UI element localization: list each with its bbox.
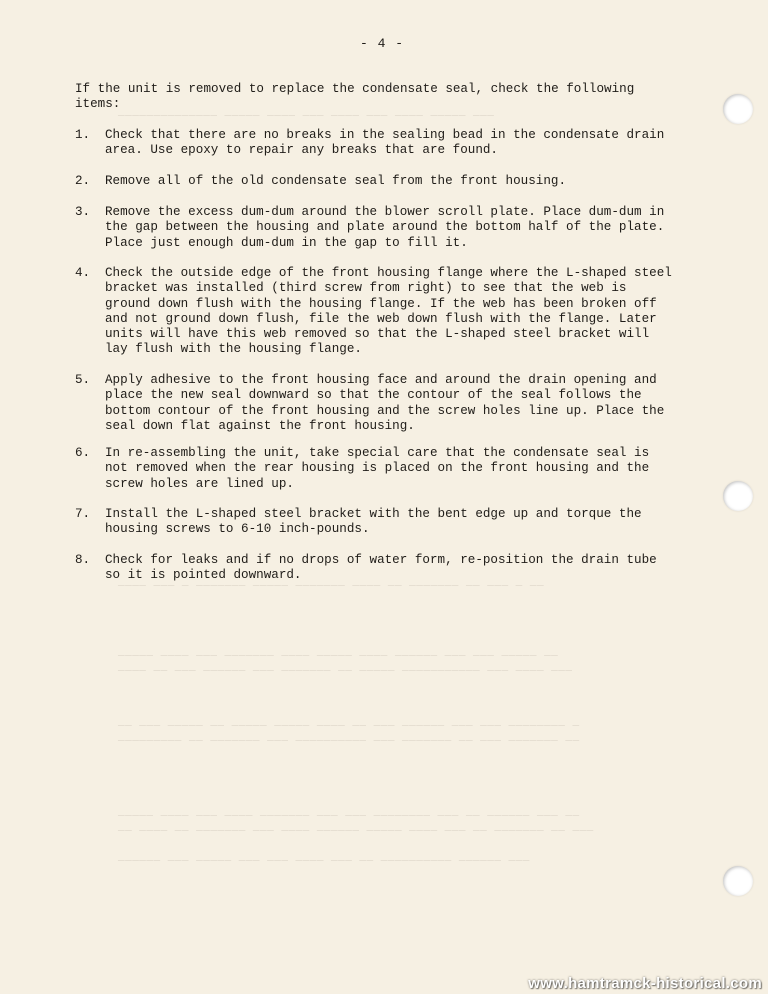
- item-number: 1.: [75, 128, 91, 142]
- item-text: Install the L-shaped steel bracket with the bent edge up and torque the housing screws to 6-10 inch-pounds.: [105, 507, 642, 537]
- item-text: Remove the excess dum-dum around the blower scroll plate. Place dum-dum in the gap between the housing and plate around the bottom half of the plate. Place just enough dum-dum in the gap to fill it.: [105, 205, 665, 250]
- binder-hole: [723, 866, 753, 896]
- item-number: 8.: [75, 553, 91, 567]
- list-item: [75, 266, 675, 358]
- item-number: 4.: [75, 266, 91, 280]
- binder-hole: [723, 94, 753, 124]
- bleed-through-text: ───── ──── ─── ──── ─────── ─── ─── ──────── ─── ── ────── ─── ──: [118, 811, 580, 823]
- item-number: 7.: [75, 507, 91, 521]
- item-text: Check for leaks and if no drops of water form, re-position the drain tube so it is pointed downward.: [105, 553, 657, 583]
- list-item: [75, 174, 675, 189]
- bleed-through-text: ───── ──── ─── ─────── ──── ───── ──── ────── ─── ─── ───── ──: [118, 651, 559, 663]
- watermark: www.hamtramck-historical.com: [528, 975, 762, 992]
- page-number: - 4 -: [360, 36, 405, 51]
- list-item: [75, 507, 675, 538]
- list-item: [75, 373, 675, 434]
- bleed-through-text: ────────────── ───── ──── ─── ──── ─── ──── ───── ───: [118, 111, 495, 123]
- intro-paragraph: If the unit is removed to replace the condensate seal, check the following items:: [75, 82, 635, 112]
- item-text: Remove all of the old condensate seal from the front housing.: [105, 174, 567, 188]
- list-item: [75, 553, 675, 584]
- bleed-through-text: ── ──── ── ─────── ─── ──── ────── ───── ──── ─── ── ─────── ── ───: [118, 826, 594, 838]
- item-number: 6.: [75, 446, 91, 460]
- bleed-through-text: ──── ── ─── ────── ─── ─────── ── ───── ─────────── ─── ──── ───: [118, 666, 573, 678]
- list-item: [75, 205, 675, 251]
- item-text: Check the outside edge of the front housing flange where the L-shaped steel bracket was installed (third screw from right) to see that the web is ground down flush with the housing flange. If the web has been broken off and not ground down flush, file the web down flush with the flange. Later units will have this web removed so that the L-shaped steel bracket will lay flush with the housing flange.: [105, 266, 672, 357]
- item-text: In re-assembling the unit, take special care that the condensate seal is not removed when the rear housing is placed on the front housing and the screw holes are lined up.: [105, 446, 650, 491]
- binder-hole: [723, 481, 753, 511]
- list-item: [75, 128, 675, 159]
- item-text: Check that there are no breaks in the sealing bead in the condensate drain area. Use epoxy to repair any breaks that are found.: [105, 128, 665, 158]
- item-number: 2.: [75, 174, 91, 188]
- bleed-through-text: ────── ─── ───── ─── ─── ──── ─── ── ────────── ────── ───: [118, 856, 530, 868]
- item-number: 3.: [75, 205, 91, 219]
- bleed-through-text: ── ─── ───── ── ───── ───── ──── ── ─── ────── ─── ─── ──────── ─: [118, 721, 580, 733]
- bleed-through-text: ──── ─── ─ ─────── ───── ─────── ──── ── ─────── ── ─── ─ ──: [118, 581, 545, 593]
- item-text: Apply adhesive to the front housing face and around the drain opening and place the new seal downward so that the contour of the seal follows the bottom contour of the front housing and the screw holes line up. Place the seal down flat against the front housing.: [105, 373, 665, 433]
- item-number: 5.: [75, 373, 91, 387]
- bleed-through-text: ───────── ── ─────── ─── ────────── ─── ─────── ── ─── ─────── ──: [118, 736, 580, 748]
- list-item: [75, 446, 675, 492]
